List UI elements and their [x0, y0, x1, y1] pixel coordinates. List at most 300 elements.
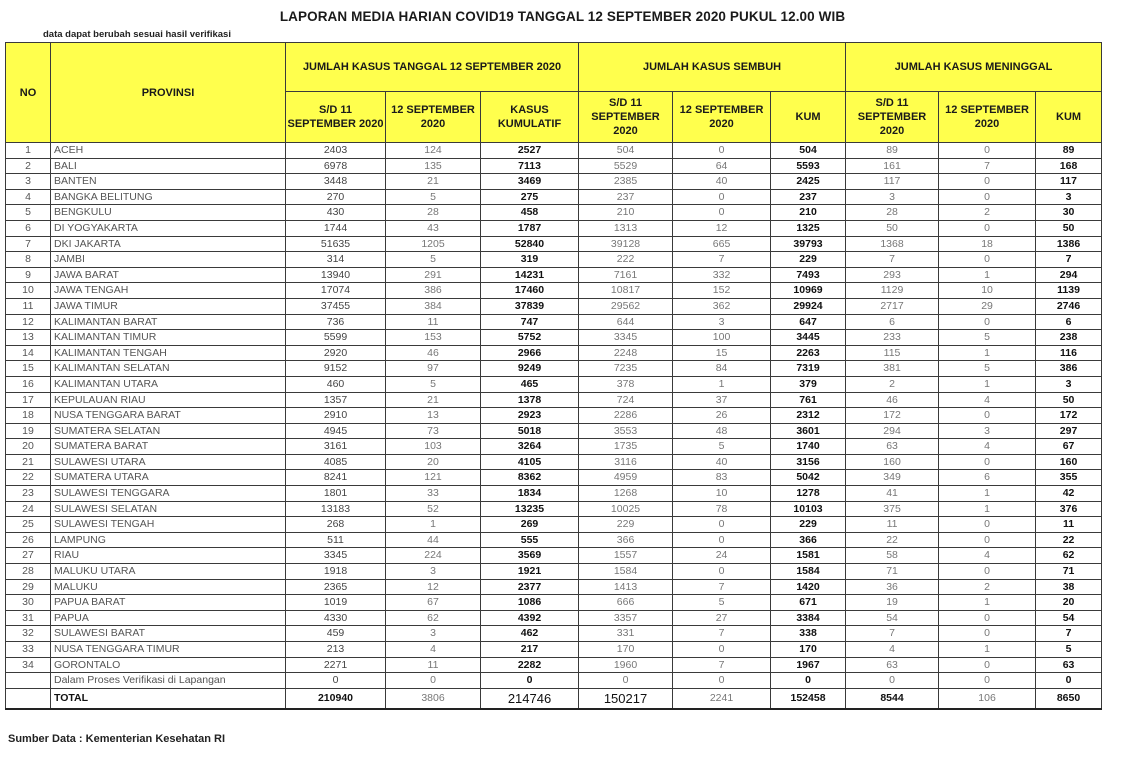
cell-meninggal-prev: 160	[846, 454, 939, 470]
total-row	[6, 688, 1102, 709]
cell-kasus-prev: 13183	[286, 501, 386, 517]
report-title: LAPORAN MEDIA HARIAN COVID19 TANGGAL 12 SEPTEMBER 2020 PUKUL 12.00 WIB	[279, 9, 846, 24]
cell-sembuh-prev: 150217	[579, 688, 673, 709]
table-row	[6, 595, 1102, 611]
cell-kasus-today: 4	[386, 642, 481, 658]
verification-row	[6, 673, 1102, 689]
header-sembuh-prev: S/D 11 SEPTEMBER 2020	[579, 92, 673, 143]
table-row	[6, 548, 1102, 564]
cell-kasus-prev: 4085	[286, 454, 386, 470]
cell-kasus-cum: 9249	[481, 361, 579, 377]
cell-kasus-today: 13	[386, 408, 481, 424]
cell-provinsi: KALIMANTAN UTARA	[51, 376, 286, 392]
cell-kasus-cum: 275	[481, 189, 579, 205]
cell-kasus-prev: 268	[286, 517, 386, 533]
cell-kasus-cum: 14231	[481, 267, 579, 283]
cell-meninggal-today: 1	[939, 642, 1036, 658]
cell-kasus-today: 1205	[386, 236, 481, 252]
cell-sembuh-today: 2241	[673, 688, 771, 709]
cell-kasus-cum: 1378	[481, 392, 579, 408]
cell-meninggal-today: 4	[939, 392, 1036, 408]
table-row	[6, 143, 1102, 159]
cell-sembuh-today: 84	[673, 361, 771, 377]
cell-no: 30	[6, 595, 51, 611]
cell-sembuh-cum: 5593	[771, 158, 846, 174]
cell-meninggal-today: 0	[939, 408, 1036, 424]
cell-provinsi: JAWA BARAT	[51, 267, 286, 283]
cell-kasus-today: 33	[386, 486, 481, 502]
table-row	[6, 283, 1102, 299]
cell-sembuh-cum: 39793	[771, 236, 846, 252]
cell-sembuh-today: 5	[673, 595, 771, 611]
cell-provinsi: SULAWESI SELATAN	[51, 501, 286, 517]
cell-sembuh-today: 0	[673, 532, 771, 548]
cell-meninggal-cum: 8650	[1036, 688, 1102, 709]
cell-sembuh-prev: 237	[579, 189, 673, 205]
header-kasus-prev: S/D 11 SEPTEMBER 2020	[286, 92, 386, 143]
cell-meninggal-today: 4	[939, 548, 1036, 564]
table-row	[6, 532, 1102, 548]
cell-meninggal-today: 0	[939, 517, 1036, 533]
cell-sembuh-prev: 39128	[579, 236, 673, 252]
cell-kasus-prev: 4330	[286, 610, 386, 626]
cell-sembuh-today: 27	[673, 610, 771, 626]
cell-sembuh-prev: 229	[579, 517, 673, 533]
cell-sembuh-cum: 504	[771, 143, 846, 159]
cell-sembuh-prev: 5529	[579, 158, 673, 174]
cell-sembuh-cum: 1967	[771, 657, 846, 673]
table-row	[6, 392, 1102, 408]
cell-sembuh-cum: 0	[771, 673, 846, 689]
cell-kasus-cum: 13235	[481, 501, 579, 517]
cell-meninggal-prev: 381	[846, 361, 939, 377]
cell-meninggal-prev: 2717	[846, 298, 939, 314]
table-row	[6, 486, 1102, 502]
table-row	[6, 657, 1102, 673]
cell-meninggal-today: 106	[939, 688, 1036, 709]
cell-no: 5	[6, 205, 51, 221]
cell-meninggal-prev: 293	[846, 267, 939, 283]
cell-sembuh-cum: 366	[771, 532, 846, 548]
table-row	[6, 174, 1102, 190]
cell-kasus-prev: 314	[286, 252, 386, 268]
cell-no: 18	[6, 408, 51, 424]
cell-meninggal-cum: 63	[1036, 657, 1102, 673]
cell-provinsi: RIAU	[51, 548, 286, 564]
cell-sembuh-cum: 5042	[771, 470, 846, 486]
cell-meninggal-cum: 116	[1036, 345, 1102, 361]
cell-meninggal-prev: 19	[846, 595, 939, 611]
cell-sembuh-cum: 3601	[771, 423, 846, 439]
cell-meninggal-today: 0	[939, 220, 1036, 236]
table-row	[6, 189, 1102, 205]
header-group-kasus: JUMLAH KASUS TANGGAL 12 SEPTEMBER 2020	[286, 43, 579, 92]
cell-meninggal-prev: 117	[846, 174, 939, 190]
cell-kasus-prev: 460	[286, 376, 386, 392]
cell-provinsi: KALIMANTAN TENGAH	[51, 345, 286, 361]
header-no: NO	[6, 43, 51, 143]
table-body	[6, 143, 1102, 709]
cell-sembuh-cum: 3384	[771, 610, 846, 626]
cell-provinsi: BANGKA BELITUNG	[51, 189, 286, 205]
table-row	[6, 314, 1102, 330]
cell-meninggal-today: 7	[939, 158, 1036, 174]
cell-kasus-today: 52	[386, 501, 481, 517]
cell-kasus-prev: 2271	[286, 657, 386, 673]
covid-report-table	[5, 42, 1102, 710]
cell-meninggal-prev: 63	[846, 657, 939, 673]
cell-sembuh-cum: 10969	[771, 283, 846, 299]
report-subtitle: data dapat berubah sesuai hasil verifikasi	[43, 29, 231, 40]
cell-meninggal-cum: 168	[1036, 158, 1102, 174]
cell-kasus-prev: 270	[286, 189, 386, 205]
cell-kasus-cum: 217	[481, 642, 579, 658]
cell-sembuh-today: 1	[673, 376, 771, 392]
cell-kasus-today: 5	[386, 189, 481, 205]
cell-no: 25	[6, 517, 51, 533]
cell-meninggal-today: 1	[939, 486, 1036, 502]
cell-meninggal-cum: 160	[1036, 454, 1102, 470]
cell-kasus-today: 28	[386, 205, 481, 221]
cell-kasus-today: 124	[386, 143, 481, 159]
cell-meninggal-prev: 161	[846, 158, 939, 174]
table-row	[6, 564, 1102, 580]
cell-sembuh-today: 15	[673, 345, 771, 361]
cell-kasus-prev: 3448	[286, 174, 386, 190]
cell-meninggal-cum: 1386	[1036, 236, 1102, 252]
cell-sembuh-today: 48	[673, 423, 771, 439]
cell-meninggal-cum: 42	[1036, 486, 1102, 502]
header-kasus-today: 12 SEPTEMBER 2020	[386, 92, 481, 143]
cell-provinsi: SUMATERA SELATAN	[51, 423, 286, 439]
cell-kasus-prev: 2403	[286, 143, 386, 159]
cell-meninggal-today: 1	[939, 345, 1036, 361]
cell-sembuh-today: 100	[673, 330, 771, 346]
cell-sembuh-cum: 29924	[771, 298, 846, 314]
cell-meninggal-cum: 386	[1036, 361, 1102, 377]
cell-sembuh-cum: 170	[771, 642, 846, 658]
cell-meninggal-prev: 58	[846, 548, 939, 564]
cell-kasus-cum: 37839	[481, 298, 579, 314]
table-row	[6, 330, 1102, 346]
cell-sembuh-today: 0	[673, 564, 771, 580]
cell-kasus-cum: 465	[481, 376, 579, 392]
cell-kasus-today: 5	[386, 252, 481, 268]
header-provinsi: PROVINSI	[51, 43, 286, 143]
cell-meninggal-prev: 22	[846, 532, 939, 548]
cell-kasus-cum: 17460	[481, 283, 579, 299]
cell-meninggal-cum: 0	[1036, 673, 1102, 689]
cell-sembuh-today: 0	[673, 673, 771, 689]
cell-meninggal-cum: 376	[1036, 501, 1102, 517]
cell-no: 14	[6, 345, 51, 361]
cell-kasus-cum: 214746	[481, 688, 579, 709]
cell-kasus-prev: 736	[286, 314, 386, 330]
cell-kasus-prev: 2920	[286, 345, 386, 361]
cell-kasus-prev: 5599	[286, 330, 386, 346]
header-meninggal-cum: KUM	[1036, 92, 1102, 143]
cell-provinsi: SULAWESI TENGGARA	[51, 486, 286, 502]
header-group-meninggal: JUMLAH KASUS MENINGGAL	[846, 43, 1102, 92]
cell-sembuh-cum: 338	[771, 626, 846, 642]
cell-meninggal-today: 6	[939, 470, 1036, 486]
cell-kasus-cum: 2527	[481, 143, 579, 159]
cell-meninggal-prev: 7	[846, 252, 939, 268]
cell-kasus-prev: 13940	[286, 267, 386, 283]
cell-sembuh-prev: 2248	[579, 345, 673, 361]
cell-sembuh-prev: 1413	[579, 579, 673, 595]
cell-meninggal-cum: 1139	[1036, 283, 1102, 299]
cell-no: 33	[6, 642, 51, 658]
cell-provinsi: MALUKU UTARA	[51, 564, 286, 580]
cell-kasus-today: 121	[386, 470, 481, 486]
cell-kasus-prev: 1801	[286, 486, 386, 502]
cell-provinsi: PAPUA BARAT	[51, 595, 286, 611]
cell-provinsi: SULAWESI UTARA	[51, 454, 286, 470]
cell-meninggal-cum: 7	[1036, 626, 1102, 642]
cell-kasus-prev: 6978	[286, 158, 386, 174]
cell-sembuh-prev: 7235	[579, 361, 673, 377]
cell-sembuh-today: 12	[673, 220, 771, 236]
cell-meninggal-cum: 117	[1036, 174, 1102, 190]
cell-sembuh-cum: 671	[771, 595, 846, 611]
cell-kasus-prev: 1744	[286, 220, 386, 236]
cell-meninggal-today: 1	[939, 267, 1036, 283]
cell-sembuh-prev: 666	[579, 595, 673, 611]
header-meninggal-prev: S/D 11 SEPTEMBER 2020	[846, 92, 939, 143]
cell-sembuh-cum: 1420	[771, 579, 846, 595]
table-row	[6, 220, 1102, 236]
cell-sembuh-prev: 3357	[579, 610, 673, 626]
cell-sembuh-cum: 1584	[771, 564, 846, 580]
cell-kasus-cum: 2377	[481, 579, 579, 595]
cell-kasus-prev: 511	[286, 532, 386, 548]
cell-sembuh-cum: 2312	[771, 408, 846, 424]
cell-sembuh-cum: 3156	[771, 454, 846, 470]
cell-meninggal-cum: 89	[1036, 143, 1102, 159]
cell-no: 12	[6, 314, 51, 330]
cell-kasus-today: 3806	[386, 688, 481, 709]
cell-meninggal-cum: 22	[1036, 532, 1102, 548]
cell-kasus-today: 386	[386, 283, 481, 299]
cell-kasus-prev: 0	[286, 673, 386, 689]
cell-kasus-today: 21	[386, 392, 481, 408]
cell-kasus-prev: 210940	[286, 688, 386, 709]
data-source: Sumber Data : Kementerian Kesehatan RI	[8, 733, 226, 745]
cell-provinsi: NUSA TENGGARA BARAT	[51, 408, 286, 424]
cell-sembuh-today: 332	[673, 267, 771, 283]
cell-sembuh-prev: 378	[579, 376, 673, 392]
cell-kasus-today: 62	[386, 610, 481, 626]
cell-no: 4	[6, 189, 51, 205]
cell-kasus-cum: 4392	[481, 610, 579, 626]
cell-meninggal-prev: 50	[846, 220, 939, 236]
header-sembuh-cum: KUM	[771, 92, 846, 143]
table-row	[6, 423, 1102, 439]
cell-sembuh-cum: 229	[771, 252, 846, 268]
cell-kasus-today: 103	[386, 439, 481, 455]
table-row	[6, 361, 1102, 377]
cell-meninggal-prev: 349	[846, 470, 939, 486]
cell-provinsi: BENGKULU	[51, 205, 286, 221]
cell-meninggal-cum: 5	[1036, 642, 1102, 658]
cell-no: 2	[6, 158, 51, 174]
cell-provinsi: LAMPUNG	[51, 532, 286, 548]
table-row	[6, 579, 1102, 595]
cell-meninggal-prev: 172	[846, 408, 939, 424]
cell-meninggal-today: 0	[939, 532, 1036, 548]
cell-meninggal-today: 0	[939, 564, 1036, 580]
cell-meninggal-prev: 36	[846, 579, 939, 595]
cell-sembuh-cum: 229	[771, 517, 846, 533]
cell-sembuh-prev: 366	[579, 532, 673, 548]
cell-provinsi: GORONTALO	[51, 657, 286, 673]
cell-meninggal-prev: 294	[846, 423, 939, 439]
cell-kasus-prev: 459	[286, 626, 386, 642]
cell-sembuh-cum: 1325	[771, 220, 846, 236]
cell-kasus-prev: 51635	[286, 236, 386, 252]
table-row	[6, 408, 1102, 424]
cell-meninggal-prev: 28	[846, 205, 939, 221]
cell-kasus-today: 73	[386, 423, 481, 439]
cell-meninggal-cum: 71	[1036, 564, 1102, 580]
cell-meninggal-prev: 2	[846, 376, 939, 392]
cell-sembuh-cum: 210	[771, 205, 846, 221]
cell-meninggal-prev: 11	[846, 517, 939, 533]
cell-kasus-prev: 2910	[286, 408, 386, 424]
cell-provinsi: JAWA TIMUR	[51, 298, 286, 314]
cell-sembuh-prev: 10817	[579, 283, 673, 299]
cell-kasus-today: 291	[386, 267, 481, 283]
cell-meninggal-cum: 297	[1036, 423, 1102, 439]
cell-kasus-cum: 2282	[481, 657, 579, 673]
cell-meninggal-today: 5	[939, 330, 1036, 346]
cell-sembuh-today: 40	[673, 454, 771, 470]
cell-meninggal-cum: 30	[1036, 205, 1102, 221]
cell-meninggal-prev: 233	[846, 330, 939, 346]
cell-sembuh-today: 10	[673, 486, 771, 502]
cell-kasus-cum: 5752	[481, 330, 579, 346]
cell-sembuh-cum: 1581	[771, 548, 846, 564]
cell-kasus-prev: 17074	[286, 283, 386, 299]
cell-no: 8	[6, 252, 51, 268]
cell-kasus-cum: 458	[481, 205, 579, 221]
cell-kasus-prev: 1357	[286, 392, 386, 408]
cell-sembuh-prev: 7161	[579, 267, 673, 283]
cell-meninggal-prev: 375	[846, 501, 939, 517]
cell-meninggal-today: 0	[939, 626, 1036, 642]
cell-kasus-cum: 3569	[481, 548, 579, 564]
cell-meninggal-today: 1	[939, 376, 1036, 392]
cell-kasus-today: 153	[386, 330, 481, 346]
cell-provinsi: KALIMANTAN TIMUR	[51, 330, 286, 346]
cell-provinsi: BANTEN	[51, 174, 286, 190]
cell-no	[6, 688, 51, 709]
cell-sembuh-prev: 3553	[579, 423, 673, 439]
cell-sembuh-today: 3	[673, 314, 771, 330]
cell-kasus-cum: 747	[481, 314, 579, 330]
cell-provinsi: SUMATERA UTARA	[51, 470, 286, 486]
cell-kasus-today: 3	[386, 626, 481, 642]
cell-kasus-today: 20	[386, 454, 481, 470]
cell-meninggal-cum: 62	[1036, 548, 1102, 564]
cell-provinsi: TOTAL	[51, 688, 286, 709]
cell-kasus-prev: 8241	[286, 470, 386, 486]
cell-meninggal-today: 0	[939, 252, 1036, 268]
cell-sembuh-today: 78	[673, 501, 771, 517]
cell-sembuh-today: 0	[673, 189, 771, 205]
header-row-groups	[6, 43, 1102, 92]
cell-kasus-prev: 37455	[286, 298, 386, 314]
cell-sembuh-today: 7	[673, 626, 771, 642]
cell-provinsi: KALIMANTAN SELATAN	[51, 361, 286, 377]
cell-meninggal-today: 0	[939, 454, 1036, 470]
cell-kasus-today: 135	[386, 158, 481, 174]
cell-meninggal-prev: 3	[846, 189, 939, 205]
cell-kasus-prev: 2365	[286, 579, 386, 595]
cell-sembuh-cum: 10103	[771, 501, 846, 517]
cell-meninggal-today: 0	[939, 610, 1036, 626]
cell-sembuh-prev: 331	[579, 626, 673, 642]
cell-kasus-prev: 213	[286, 642, 386, 658]
cell-sembuh-prev: 1584	[579, 564, 673, 580]
cell-sembuh-prev: 1557	[579, 548, 673, 564]
cell-provinsi: KALIMANTAN BARAT	[51, 314, 286, 330]
cell-meninggal-cum: 355	[1036, 470, 1102, 486]
cell-sembuh-cum: 1740	[771, 439, 846, 455]
table-row	[6, 252, 1102, 268]
cell-no	[6, 673, 51, 689]
table-row	[6, 345, 1102, 361]
cell-meninggal-cum: 7	[1036, 252, 1102, 268]
cell-kasus-cum: 1921	[481, 564, 579, 580]
cell-meninggal-cum: 38	[1036, 579, 1102, 595]
cell-sembuh-today: 152	[673, 283, 771, 299]
cell-kasus-prev: 4945	[286, 423, 386, 439]
cell-meninggal-cum: 172	[1036, 408, 1102, 424]
table-row	[6, 501, 1102, 517]
cell-sembuh-prev: 1313	[579, 220, 673, 236]
cell-no: 9	[6, 267, 51, 283]
cell-kasus-cum: 462	[481, 626, 579, 642]
cell-kasus-today: 21	[386, 174, 481, 190]
cell-no: 34	[6, 657, 51, 673]
cell-sembuh-cum: 2263	[771, 345, 846, 361]
cell-sembuh-cum: 2425	[771, 174, 846, 190]
cell-provinsi: MALUKU	[51, 579, 286, 595]
table-row	[6, 376, 1102, 392]
cell-no: 31	[6, 610, 51, 626]
cell-kasus-cum: 5018	[481, 423, 579, 439]
cell-sembuh-cum: 237	[771, 189, 846, 205]
cell-provinsi: PAPUA	[51, 610, 286, 626]
cell-meninggal-prev: 71	[846, 564, 939, 580]
cell-sembuh-prev: 2286	[579, 408, 673, 424]
cell-no: 3	[6, 174, 51, 190]
cell-no: 29	[6, 579, 51, 595]
cell-sembuh-cum: 152458	[771, 688, 846, 709]
cell-no: 20	[6, 439, 51, 455]
cell-no: 19	[6, 423, 51, 439]
cell-sembuh-today: 7	[673, 252, 771, 268]
cell-meninggal-today: 18	[939, 236, 1036, 252]
cell-meninggal-prev: 7	[846, 626, 939, 642]
cell-kasus-today: 224	[386, 548, 481, 564]
cell-sembuh-today: 0	[673, 205, 771, 221]
cell-sembuh-prev: 222	[579, 252, 673, 268]
cell-meninggal-cum: 67	[1036, 439, 1102, 455]
cell-meninggal-cum: 11	[1036, 517, 1102, 533]
